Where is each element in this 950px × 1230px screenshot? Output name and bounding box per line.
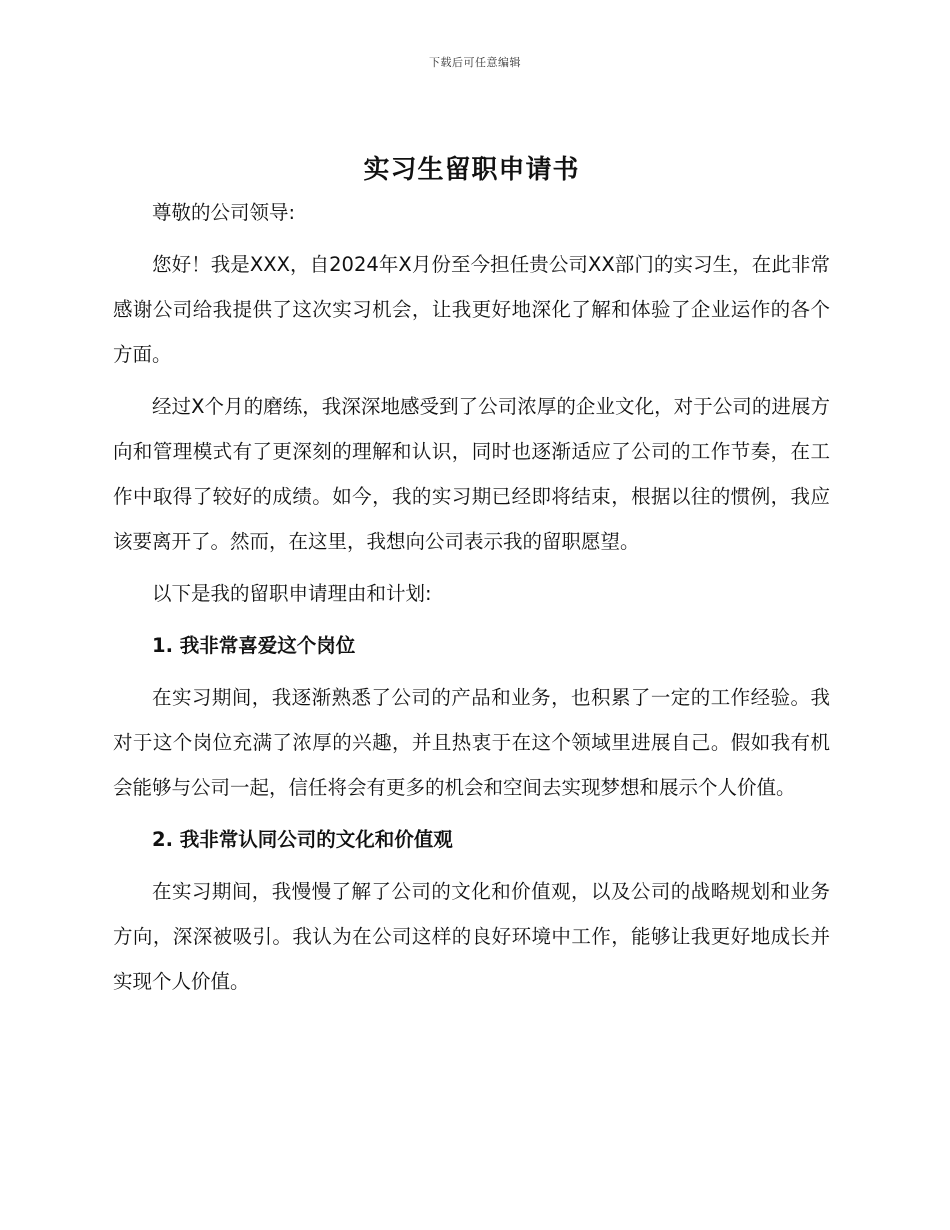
document-body: [113, 150, 830, 1011]
section-body-2: 在实习期间，我慢慢了解了公司的文化和价值观，以及公司的战略规划和业务方向，深深被吸引。我认为在公司这样的良好环境中工作，能够让我更好地成长并实现个人价值。: [113, 880, 830, 993]
page-header-note: 下载后可任意编辑: [429, 56, 521, 69]
paragraph-experience: 经过X个月的磨练，我深深地感受到了公司浓厚的企业文化，对于公司的进展方向和管理模式有了更深刻的理解和认识，同时也逐渐适应了公司的工作节奏，在工作中取得了较好的成绩。如今，我的实习期已经即将结束，根据以往的惯例，我应该要离开了。然而，在这里，我想向公司表示我的留职愿望。: [113, 395, 830, 553]
paragraph-intro-reasons: 以下是我的留职申请理由和计划:: [152, 582, 432, 605]
salutation: 尊敬的公司领导:: [152, 201, 296, 224]
section-heading-1: 1. 我非常喜爱这个岗位: [152, 634, 356, 657]
section-body-1: 在实习期间，我逐渐熟悉了公司的产品和业务，也积累了一定的工作经验。我对于这个岗位充满了浓厚的兴趣，并且热衷于在这个领域里进展自己。假如我有机会能够与公司一起，信任将会有更多的机会和空间去实现梦想和展示个人价值。: [113, 686, 830, 799]
section-heading-2: 2. 我非常认同公司的文化和价值观: [152, 828, 453, 851]
document-title: 实习生留职申请书: [363, 155, 580, 185]
paragraph-greeting: 您好！我是XXX，自2024年X月份至今担任贵公司XX部门的实习生，在此非常感谢公司给我提供了这次实习机会，让我更好地深化了解和体验了企业运作的各个方面。: [113, 253, 830, 366]
